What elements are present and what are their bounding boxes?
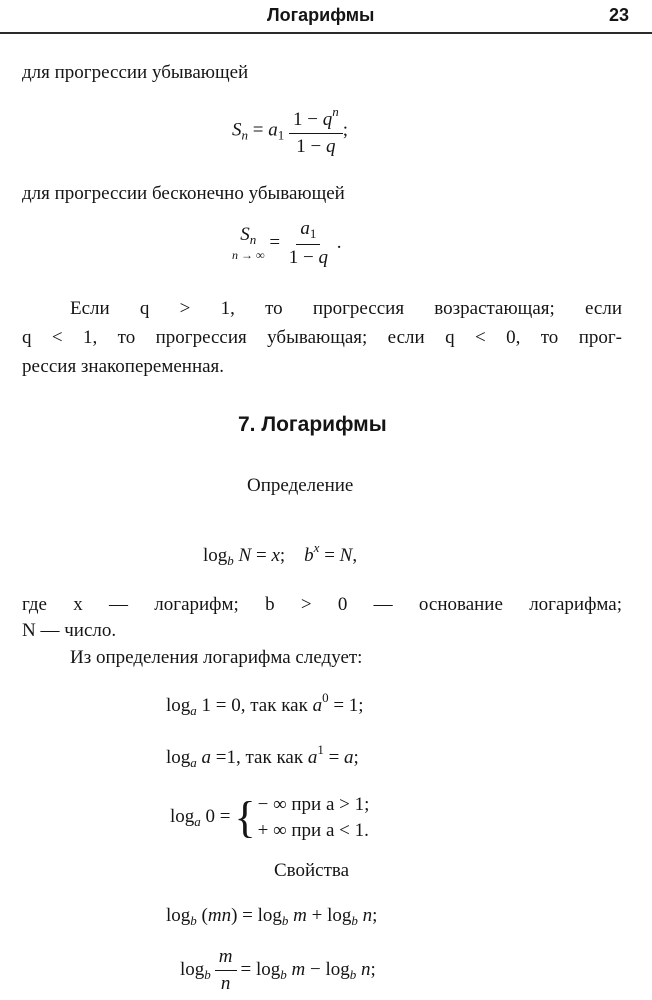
log-a-0-case-1: − ∞ при a > 1; bbox=[257, 794, 370, 815]
decreasing-progression-label: для прогрессии убывающей bbox=[22, 62, 249, 83]
properties-subheading: Свойства bbox=[274, 860, 350, 881]
section-heading: 7. Логарифмы bbox=[238, 413, 387, 436]
paragraph-line-1: Если q > 1, то прогрессия возрастающая; если bbox=[70, 298, 622, 319]
header-rule bbox=[0, 32, 652, 34]
quotient-property-formula: $\log_b$ $\frac{m}{n}$ = $\log_b m - \log_b n$; bbox=[180, 946, 376, 994]
product-property-formula: $\log_b (mn) = \log_b m + \log_b n$; bbox=[166, 905, 378, 928]
log-a-0-case-2: + ∞ при a < 1. bbox=[257, 820, 369, 841]
page-number: 23 bbox=[609, 5, 630, 25]
where-line-1: где x — логарифм; b > 0 — основание логарифма; bbox=[22, 594, 622, 615]
where-line-2: N — число. bbox=[22, 620, 117, 641]
infinite-progression-label: для прогрессии бесконечно убывающей bbox=[22, 183, 345, 204]
running-title: Логарифмы bbox=[267, 5, 375, 25]
infinite-sum-formula: $S_n$ n → ∞ = $\frac{a_1}{1 - q}$ . bbox=[232, 218, 342, 268]
log-a-0-formula: $\log_a 0$ = { − ∞ при a > 1; + ∞ при a < 1. bbox=[170, 793, 370, 842]
log-a-1-formula: $\log_a 1 = 0$, так как $a^0 = 1$; bbox=[166, 690, 364, 718]
definition-formula: $\log_b N = x$; $b^x = N$, bbox=[203, 540, 358, 568]
log-a-a-formula: $\log_a a =1$, так как $a^1 = a$; bbox=[166, 742, 359, 770]
curly-brace-icon: { bbox=[234, 793, 256, 842]
follows-line: Из определения логарифма следует: bbox=[70, 647, 363, 668]
quotient-fraction: $\frac{m}{n}$ bbox=[215, 946, 237, 995]
finite-sum-formula: $S_n = a_1$ $\frac{1 - q^n}{1 - q}$ ; bbox=[232, 104, 348, 157]
definition-subheading: Определение bbox=[247, 475, 354, 496]
paragraph-line-3: рессия знакопеременная. bbox=[22, 356, 225, 377]
paragraph-line-2: q < 1, то прогрессия убывающая; если q < 0, то прог- bbox=[22, 327, 622, 348]
infinite-sum-fraction: $\frac{a_1}{1 - q}$ bbox=[288, 218, 328, 268]
finite-sum-fraction: $\frac{1 - q^n}{1 - q}$ bbox=[289, 104, 343, 158]
